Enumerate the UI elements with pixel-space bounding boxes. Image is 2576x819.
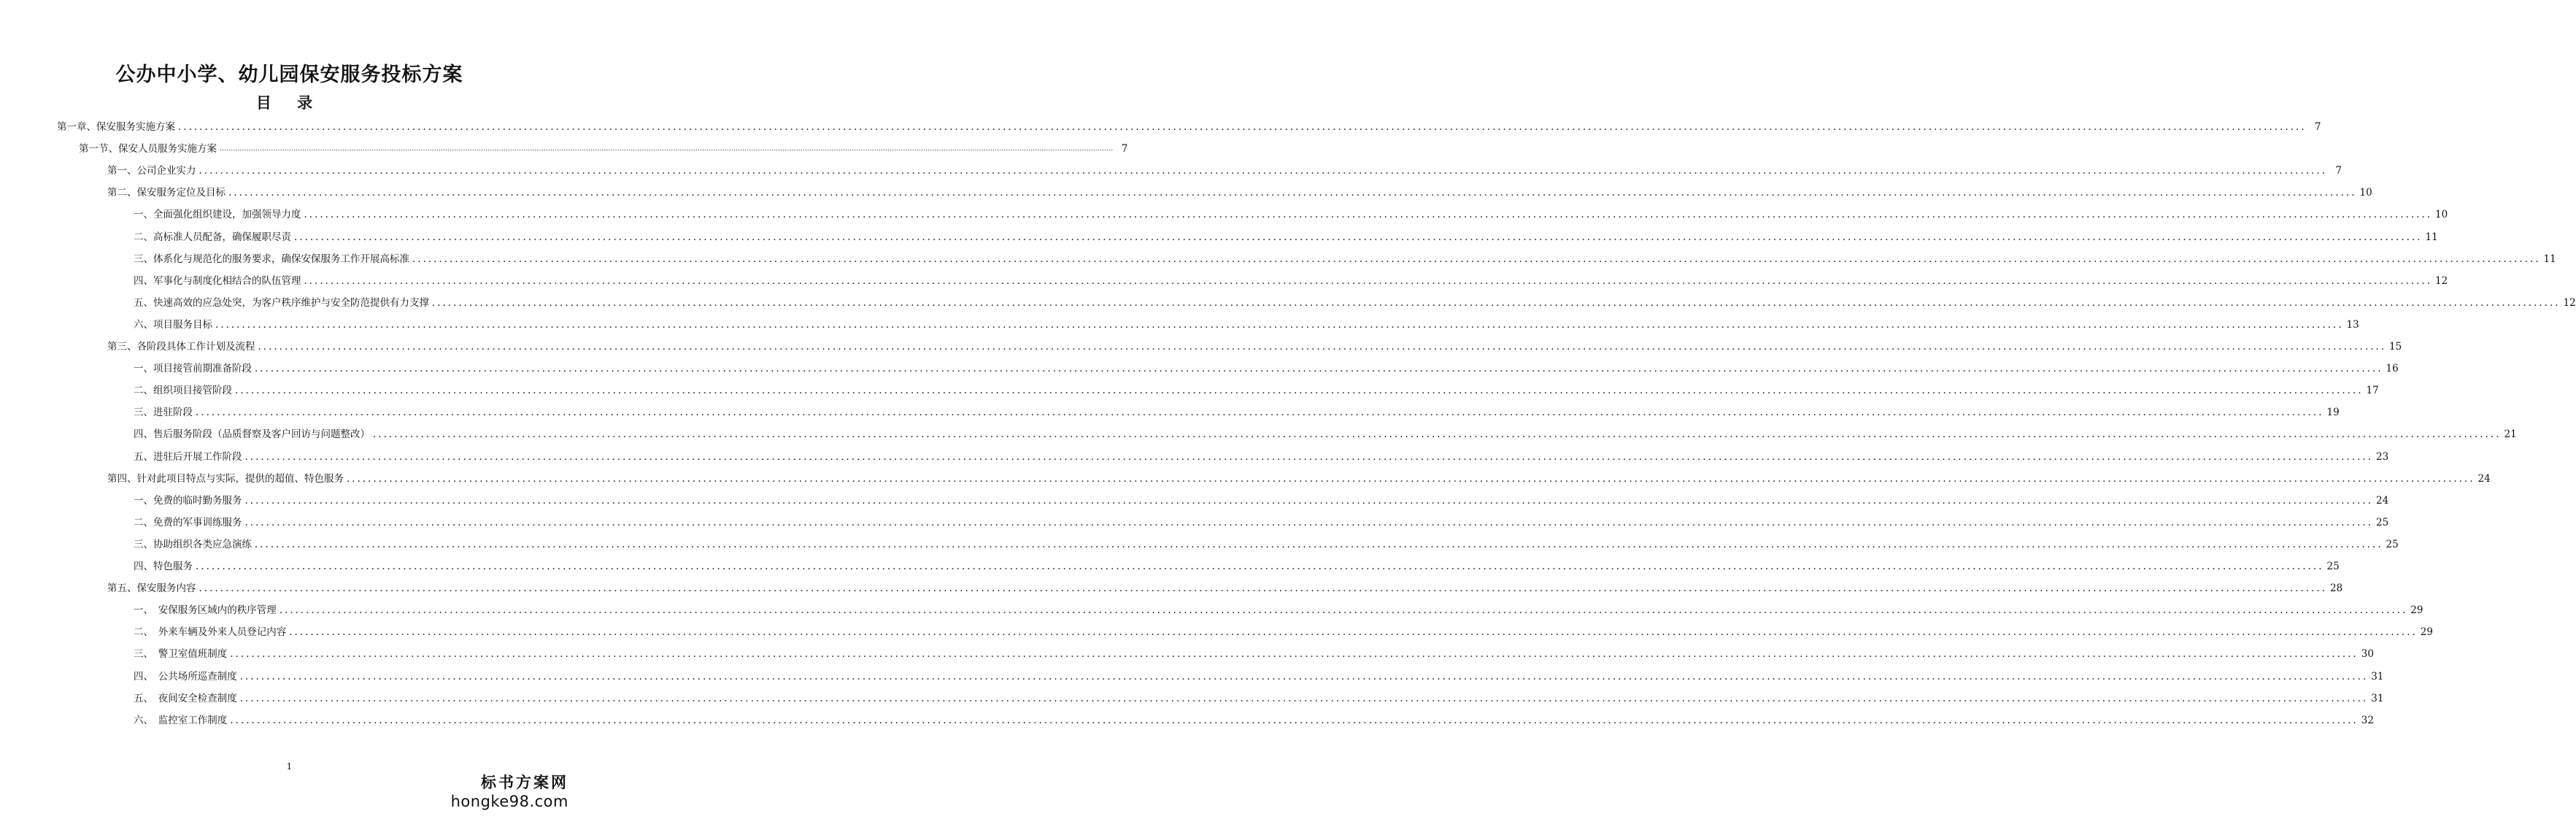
toc-leader-dots: ................................................................................................................................................................................................................................................................................................................................................................................................................: [304, 274, 2433, 287]
toc-entry-page: 31: [2371, 670, 2384, 682]
toc-entry-page: 11: [2543, 253, 2556, 265]
toc-entry[interactable]: [134, 625, 2433, 639]
toc-leader-dots: ................................................................................................................................................................................................................................................................................................................................................................................................................: [215, 318, 2344, 331]
toc-entry-title: 第三、各阶段具体工作计划及流程: [107, 341, 255, 353]
toc-leader-dots: ................................................................................................................................................................................................................................................................................................................................................................................................................: [196, 561, 2324, 572]
toc-leader-dots: ................................................................................................................................................................................................................................................................................................................................................................................................................: [244, 450, 2374, 463]
toc-leader-dots: ................................................................................................................................................................................................................................................................................................................................................................................................................: [239, 692, 2369, 704]
toc-entry[interactable]: [134, 647, 2374, 661]
toc-entry[interactable]: [107, 339, 2402, 354]
toc-entry[interactable]: [134, 713, 2374, 728]
watermark-url: hongke98.com: [450, 793, 568, 810]
page-number: 1: [286, 761, 293, 772]
toc-entry-page: 7: [2314, 121, 2321, 133]
toc-entry-title: 第一节、保安人员服务实施方案: [79, 143, 217, 155]
toc-leader-dots: ................................................................................................................................................................................................................................................................................................................................................................................................................: [239, 670, 2369, 682]
toc-entry-title: 二、组织项目接管阶段: [134, 385, 232, 397]
toc-entry-title: 第四、针对此项目特点与实际，提供的超值、特色服务: [107, 472, 344, 485]
toc-entry[interactable]: [134, 559, 2340, 574]
toc-leader-dots: ................................................................................................................................................................................................................................................................................................................................................................................................................: [373, 428, 2502, 441]
toc-entry[interactable]: [107, 472, 2491, 486]
toc-entry-title: 三、体系化与规范化的服务要求，确保安保服务工作开展高标准: [134, 253, 409, 265]
toc-leader-dots: ................................................................................................................................................................................................................................................................................................................................................................................................................: [289, 626, 2418, 639]
toc-entry[interactable]: [134, 296, 2576, 310]
toc-leader-dots: ................................................................................................................................................................................................................................................................................................................................................................................................................: [255, 538, 2383, 550]
toc-entry-title: 一、全面强化组织建设，加强领导力度: [134, 209, 301, 221]
toc-entry-title: 六、项目服务目标: [134, 318, 212, 331]
toc-leader-dots: ................................................................................................................................................................................................................................................................................................................................................................................................................: [230, 714, 2359, 726]
toc-entry[interactable]: [134, 383, 2379, 398]
toc-entry[interactable]: [134, 537, 2399, 552]
toc-entry-page: 25: [2326, 561, 2340, 572]
toc-entry-title: 五、快速高效的应急处突，为客户秩序维护与安全防范提供有力支撑: [134, 296, 429, 309]
toc-entry-title: 四、特色服务: [134, 561, 193, 572]
toc-leader-dots: ................................................................................................................................................................................................................................................................................................................................................................................................................: [255, 363, 2383, 375]
toc-entry[interactable]: [134, 405, 2340, 420]
toc-entry[interactable]: [134, 274, 2448, 288]
toc-leader-dots: ................................................................................................................................................................................................................................................................................................................................................................................................................: [432, 296, 2561, 309]
toc-entry-title: 二、高标准人员配备，确保履职尽责: [134, 231, 291, 243]
watermark-site-name: 标书方案网: [481, 773, 568, 791]
toc-entry-page: 30: [2361, 648, 2374, 661]
toc-entry-page: 17: [2366, 385, 2379, 397]
toc-entry[interactable]: [134, 691, 2384, 706]
toc-entry-page: 7: [2335, 165, 2342, 177]
toc-leader-dots: ................................................................................................................................................................................................................................................................................................................................................................................................................: [198, 165, 2328, 177]
toc-entry[interactable]: [134, 603, 2423, 618]
toc-entry-title: 四、 公共场所巡查制度: [134, 670, 237, 682]
toc-leader-dots: ................................................................................................................................................................................................................................................................................................................................................................................................................: [244, 516, 2374, 528]
toc-leader-dots: ................................................................................................................................................................................................................................................................................................................................................................................................................: [230, 648, 2359, 661]
toc-entry-title: 五、 夜间安全检查制度: [134, 692, 237, 704]
toc-entry-title: 三、 警卫室值班制度: [134, 648, 228, 661]
toc-entry-page: 7: [1121, 143, 1128, 155]
toc-entry-title: 五、进驻后开展工作阶段: [134, 450, 242, 463]
toc-entry[interactable]: [134, 669, 2384, 684]
toc-entry[interactable]: [134, 318, 2359, 332]
toc-entry[interactable]: [134, 252, 2556, 266]
toc-entry[interactable]: [107, 581, 2343, 596]
toc-entry-title: 一、 安保服务区域内的秩序管理: [134, 604, 277, 617]
toc-leader-dots: ................................................................................................................................................................................................................................................................................................................................................................................................................: [220, 145, 1114, 153]
toc-entry-page: 21: [2504, 428, 2517, 441]
toc-leader-dots: ................................................................................................................................................................................................................................................................................................................................................................................................................: [279, 604, 2408, 617]
toc-entry[interactable]: [134, 230, 2438, 245]
toc-entry-page: 25: [2376, 516, 2389, 528]
toc-entry-title: 二、免费的军事训练服务: [134, 516, 242, 528]
toc-entry[interactable]: [134, 515, 2389, 530]
toc-entry-page: 24: [2376, 494, 2389, 507]
toc-entry-title: 一、项目接管前期准备阶段: [134, 363, 252, 375]
toc-entry-title: 六、 监控室工作制度: [134, 714, 228, 726]
toc-leader-dots: ................................................................................................................................................................................................................................................................................................................................................................................................................: [235, 385, 2364, 397]
toc-entry[interactable]: [134, 207, 2448, 222]
toc-entry[interactable]: [107, 164, 2342, 178]
toc-entry-page: 24: [2477, 472, 2491, 485]
toc-leader-dots: ................................................................................................................................................................................................................................................................................................................................................................................................................: [304, 209, 2433, 221]
toc-entry[interactable]: [79, 142, 1128, 156]
toc-leader-dots: ................................................................................................................................................................................................................................................................................................................................................................................................................: [412, 253, 2541, 265]
toc-entry-title: 第一、公司企业实力: [107, 165, 196, 177]
toc-entry[interactable]: [57, 120, 2321, 134]
toc-entry-page: 15: [2389, 341, 2402, 353]
toc-entry-title: 第五、保安服务内容: [107, 582, 196, 595]
toc-leader-dots: ................................................................................................................................................................................................................................................................................................................................................................................................................: [294, 231, 2423, 243]
toc-entry-title: 二、 外来车辆及外来人员登记内容: [134, 626, 287, 639]
toc-entry-title: 四、售后服务阶段（品质督察及客户回访与问题整改）: [134, 428, 370, 441]
toc-leader-dots: ................................................................................................................................................................................................................................................................................................................................................................................................................: [196, 407, 2324, 419]
toc-entry-title: 三、进驻阶段: [134, 407, 193, 419]
toc-entry-page: 25: [2386, 538, 2399, 550]
toc-entry-page: 29: [2420, 626, 2433, 639]
toc-heading: 目 录: [255, 94, 323, 112]
toc-entry[interactable]: [134, 361, 2399, 376]
toc-entry-page: 11: [2425, 231, 2438, 243]
toc-entry[interactable]: [134, 450, 2389, 464]
toc-entry[interactable]: [107, 185, 2372, 200]
toc-entry-page: 31: [2371, 692, 2384, 704]
toc-entry-page: 19: [2326, 407, 2340, 419]
watermark-logo: [451, 771, 568, 810]
toc-entry-title: 第二、保安服务定位及目标: [107, 187, 225, 199]
toc-entry-title: 三、协助组织各类应急演练: [134, 538, 252, 550]
toc-leader-dots: ................................................................................................................................................................................................................................................................................................................................................................................................................: [178, 121, 2307, 133]
toc-entry-page: 10: [2359, 187, 2372, 199]
document-title: 公办中小学、幼儿园保安服务投标方案: [115, 64, 463, 86]
toc-leader-dots: ................................................................................................................................................................................................................................................................................................................................................................................................................: [198, 582, 2328, 595]
toc-entry[interactable]: [134, 493, 2389, 508]
toc-leader-dots: ................................................................................................................................................................................................................................................................................................................................................................................................................: [258, 341, 2387, 353]
toc-entry-page: 10: [2435, 209, 2448, 221]
toc-entry-page: 13: [2346, 318, 2359, 331]
toc-entry-page: 29: [2410, 604, 2423, 617]
toc-entry-title: 一、免费的临时勤务服务: [134, 494, 242, 507]
toc-entry-page: 12: [2563, 296, 2576, 309]
toc-entry-page: 23: [2376, 450, 2389, 463]
toc-leader-dots: ................................................................................................................................................................................................................................................................................................................................................................................................................: [347, 472, 2475, 485]
toc-entry-page: 28: [2330, 582, 2343, 595]
toc-entry-title: 第一章、保安服务实施方案: [57, 121, 175, 133]
toc-entry-page: 16: [2386, 363, 2399, 375]
toc-entry-page: 32: [2361, 714, 2374, 726]
toc-leader-dots: ................................................................................................................................................................................................................................................................................................................................................................................................................: [244, 494, 2374, 507]
toc-entry-title: 四、军事化与制度化相结合的队伍管理: [134, 274, 301, 287]
toc-entry-page: 12: [2435, 274, 2448, 287]
toc-entry[interactable]: [134, 427, 2517, 442]
toc-leader-dots: ................................................................................................................................................................................................................................................................................................................................................................................................................: [228, 187, 2357, 199]
